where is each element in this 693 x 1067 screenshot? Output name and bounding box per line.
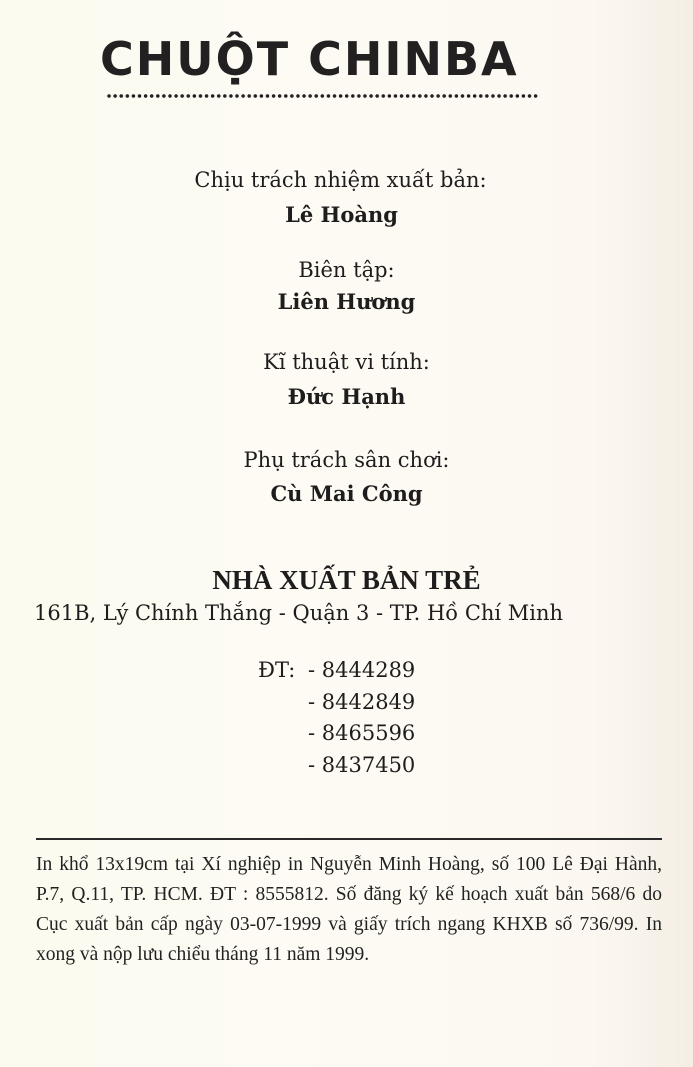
imprint-notice — [36, 850, 662, 970]
credit-name-publisher-responsible: Lê Hoàng — [285, 202, 398, 227]
bleed-through-text — [300, 118, 307, 142]
phone-list — [258, 655, 415, 781]
credit-name-computer-tech: Đức Hạnh — [287, 384, 406, 409]
horizontal-rule — [36, 838, 662, 840]
phone-number: - 8442849 — [308, 689, 416, 714]
book-title: CHUỘT CHINBA — [100, 32, 519, 86]
phone-label: ĐT: — [258, 658, 296, 682]
credit-role-editor: Biên tập: — [298, 258, 395, 282]
imprint-text: In khổ 13x19cm tại Xí nghiệp in Nguyễn Minh Hoàng, số 100 Lê Đại Hành, P.7, Q.11, TP. HCM. ĐT : 8555812. Số đăng ký kế hoạch xuất bản 568/6 do Cục xuất bản cấp ngày 03-07-1999 và giấy trích ngang KHXB số 736/99. In xong và nộp lưu chiểu tháng 11 năm 1999. — [36, 854, 662, 965]
credit-name-editor: Liên Hương — [277, 289, 416, 314]
phone-row — [258, 687, 415, 719]
dotted-divider — [106, 93, 540, 99]
phone-row — [258, 655, 415, 687]
phone-row — [258, 718, 415, 750]
credit-role-computer-tech: Kĩ thuật vi tính: — [263, 350, 430, 374]
publisher-address: 161B, Lý Chính Thắng - Quận 3 - TP. Hồ Chí Minh — [34, 601, 564, 625]
credit-role-playground: Phụ trách sân chơi: — [243, 448, 450, 472]
credit-role-publisher-responsible: Chịu trách nhiệm xuất bản: — [194, 168, 487, 192]
credit-name-playground: Cù Mai Công — [270, 481, 423, 506]
phone-row — [258, 750, 415, 782]
phone-number: - 8437450 — [308, 752, 416, 777]
phone-number: - 8465596 — [308, 721, 416, 745]
publisher-name: NHÀ XUẤT BẢN TRẺ — [212, 565, 481, 595]
phone-number: - 8444289 — [308, 658, 416, 682]
